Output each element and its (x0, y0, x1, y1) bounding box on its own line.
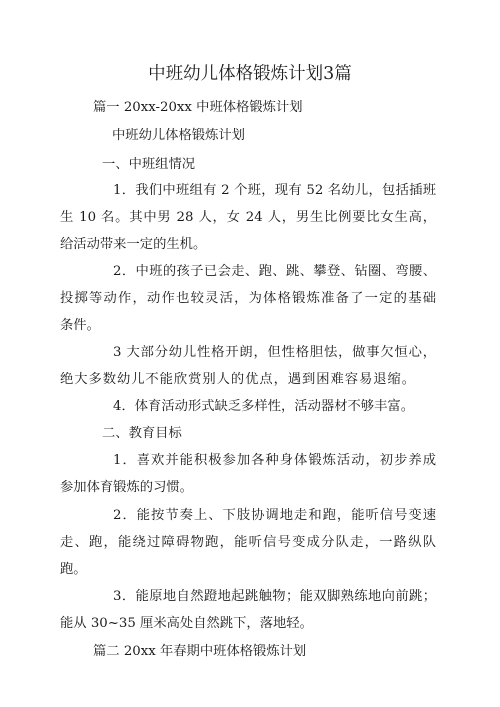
section-heading-goals: 二、教育目标 (102, 426, 182, 441)
paragraph-line: 走、跑，能绕过障碍物跑，能听信号变成分队走，一路纵队 (60, 535, 436, 550)
part1-heading: 篇一 20xx-20xx 中班体格锻炼计划 (93, 100, 303, 115)
paragraph-line: 1．喜欢并能积极参加各种身体锻炼活动，初步养成 (113, 453, 436, 468)
paragraph-line: 2．中班的孩子已会走、跑、跳、攀登、钻圈、弯腰、 (113, 264, 436, 279)
paragraph-line: 给活动带来一定的生机。 (60, 237, 207, 252)
section-heading-situation: 一、中班组情况 (102, 157, 196, 172)
paragraph-line: 投掷等动作，动作也较灵活，为体格锻炼准备了一定的基础 (60, 291, 436, 306)
paragraph-line: 绝大多数幼儿不能欣赏别人的优点，遇到困难容易退缩。 (60, 372, 415, 387)
paragraph-line: 1．我们中班组有 2 个班，现有 52 名幼儿，包括插班 (113, 183, 436, 198)
paragraph-line: 2．能按节奏上、下肢协调地走和跑，能听信号变速 (113, 508, 436, 523)
document-title: 中班幼儿体格锻炼计划3篇 (148, 64, 352, 84)
paragraph-line: 3．能原地自然蹬地起跳触物；能双脚熟练地向前跳； (113, 589, 436, 604)
paragraph-line: 4．体育活动形式缺乏多样性，活动器材不够丰富。 (113, 399, 414, 414)
paragraph-line: 参加体育锻炼的习惯。 (60, 480, 193, 495)
paragraph-line: 3 大部分幼儿性格开朗，但性格胆怯，做事欠恒心， (113, 345, 436, 360)
paragraph-line: 跑。 (60, 562, 87, 577)
paragraph-line: 生 10 名。其中男 28 人，女 24 人，男生比例要比女生高， (60, 210, 436, 225)
part1-subheading: 中班幼儿体格锻炼计划 (112, 128, 245, 143)
paragraph-line: 条件。 (60, 318, 100, 333)
part2-heading: 篇二 20xx 年春期中班体格锻炼计划 (93, 644, 307, 659)
paragraph-line: 能从 30~35 厘米高处自然跳下，落地轻。 (60, 616, 313, 631)
